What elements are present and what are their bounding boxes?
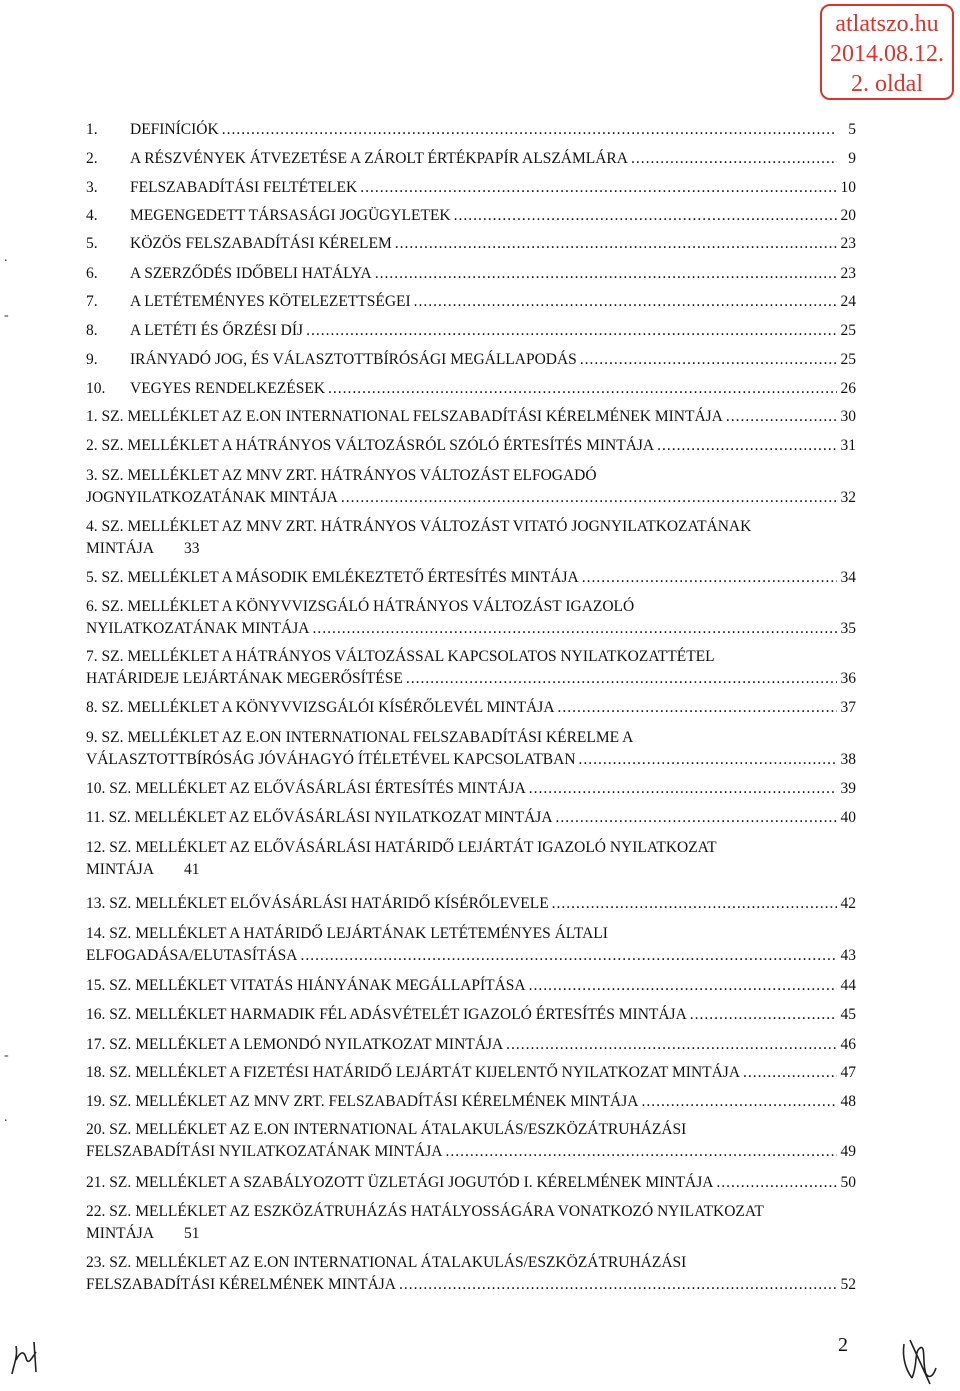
toc-entry-title: HATÁRIDEJE LEJÁRTÁNAK MEGERŐSÍTÉSE [86,670,403,687]
toc-entry-title: MELLÉKLET A HATÁRIDŐ LEJÁRTÁNAK LETÉTEMÉNYES ÁLTALI [135,925,608,942]
toc-leader-dots [406,668,837,690]
toc-entry-number: 8. [86,322,98,339]
toc-entry-line [86,1172,856,1194]
toc-entry [86,697,856,719]
toc-entry-title: FELSZABADÍTÁSI NYILATKOZATÁNAK MINTÁJA [86,1143,443,1160]
toc-leader-dots [657,435,837,457]
toc-entry [86,378,856,400]
toc-entry-page: 47 [840,1064,856,1081]
toc-entry-title: MELLÉKLET AZ MNV ZRT. HÁTRÁNYOS VÁLTOZÁST ELFOGADÓ [127,467,597,484]
toc-entry [86,406,856,428]
toc-leader-dots [506,1034,837,1056]
toc-entry-page: 48 [840,1093,856,1110]
toc-entry-number: 11. SZ. [86,809,131,826]
toc-entry-page: 44 [840,977,856,994]
toc-entry [86,596,856,640]
toc-entry-number: 1. [86,121,98,138]
toc-leader-dots [312,618,837,640]
toc-entry-page: 43 [840,947,856,964]
toc-entry-title: NYILATKOZATÁNAK MINTÁJA [86,620,310,637]
toc-entry-page: 26 [840,380,856,397]
toc-entry [86,1201,856,1245]
toc-entry-title: MELLÉKLET A KÖNYVVIZSGÁLÓ HÁTRÁNYOS VÁLTOZÁST IGAZOLÓ [127,598,635,615]
toc-entry-page: 32 [840,489,856,506]
toc-entry-number: 4. SZ. [86,518,124,535]
margin-mark: - [4,1048,9,1063]
toc-entry [86,119,856,141]
toc-entry-line [86,1201,856,1223]
toc-entry-number: 9. [86,351,98,368]
stamp-site: atlatszo.hu [835,11,939,37]
toc-entry-number: 4. [86,207,98,224]
toc-leader-dots [454,205,837,227]
toc-entry [86,923,856,967]
toc-entry [86,1004,856,1026]
toc-entry-number: 3. SZ. [86,467,124,484]
toc-entry-number: 5. [86,235,98,252]
toc-entry-line [86,778,856,800]
toc-entry-title: FELSZABADÍTÁSI KÉRELMÉNEK MINTÁJA [86,1276,396,1293]
toc-entry-line [86,1004,856,1026]
toc-entry-line [86,1141,856,1163]
toc-entry-page: 34 [840,569,856,586]
toc-entry-number: 6. [86,265,98,282]
toc-entry-title: FELSZABADÍTÁSI FELTÉTELEK [130,179,358,196]
toc-entry-title: MINTÁJA [86,1225,155,1242]
toc-entry [86,320,856,342]
toc-leader-dots [399,1274,837,1296]
toc-entry [86,263,856,285]
watermark-stamp [820,4,954,100]
toc-entry-title: MELLÉKLET A HÁTRÁNYOS VÁLTOZÁSSAL KAPCSOLATOS NYILATKOZATTÉTEL [127,648,715,665]
margin-mark: - [4,308,9,323]
toc-entry-number: 16. SZ. [86,1006,132,1023]
toc-entry-page: 35 [840,620,856,637]
toc-entry-line [86,465,856,487]
toc-leader-dots [529,975,837,997]
toc-entry-line [86,646,856,668]
initials-signature-left [6,1336,46,1380]
toc-leader-dots [579,749,837,771]
toc-entry-title: KÖZÖS FELSZABADÍTÁSI KÉRELEM [130,235,392,252]
toc-entry-title: MELLÉKLET AZ E.ON INTERNATIONAL ÁTALAKULÁS/ESZKÖZÁTRUHÁZÁSI [135,1121,687,1138]
toc-entry-number: 2. [86,150,98,167]
toc-entry-line [86,749,856,771]
toc-entry [86,837,856,881]
toc-leader-dots [556,807,837,829]
margin-mark: . [4,250,8,265]
toc-entry-page: 50 [840,1174,856,1191]
toc-entry [86,349,856,371]
toc-entry-number: 23. SZ. [86,1254,132,1271]
toc-entry-line [86,945,856,967]
toc-entry-title: IRÁNYADÓ JOG, ÉS VÁLASZTOTTBÍRÓSÁGI MEGÁLLAPODÁS [130,351,577,368]
toc-entry-number: 17. SZ. [86,1036,132,1053]
toc-entry-page: 24 [840,293,856,310]
toc-leader-dots [360,177,837,199]
toc-entry-page: 10 [840,179,856,196]
toc-entry-number: 10. SZ. [86,780,132,797]
toc-entry-page: 25 [840,351,856,368]
toc-entry-number: 14. SZ. [86,925,132,942]
toc-entry-title: MELLÉKLET AZ MNV ZRT. FELSZABADÍTÁSI KÉRELMÉNEK MINTÁJA [135,1093,639,1110]
toc-leader-dots [328,378,837,400]
toc-entry-line [86,923,856,945]
toc-entry [86,778,856,800]
toc-entry-line [86,349,856,371]
toc-entry-line [86,263,856,285]
toc-entry-page: 45 [840,1006,856,1023]
toc-entry-page: 23 [840,265,856,282]
toc-entry-line [86,205,856,227]
toc-entry-page: 38 [840,751,856,768]
toc-entry-title: MELLÉKLET AZ ELŐVÁSÁRLÁSI NYILATKOZAT MINTÁJA [134,809,553,826]
toc-entry-line [86,1274,856,1296]
toc-entry-number: 18. SZ. [86,1064,132,1081]
stamp-page: 2. oldal [851,71,923,97]
toc-entry-line [86,148,856,170]
toc-entry-number: 1. SZ. [86,408,124,425]
toc-entry [86,1091,856,1113]
toc-entry-title: MELLÉKLET A LEMONDÓ NYILATKOZAT MINTÁJA [135,1036,504,1053]
toc-entry-title: MELLÉKLET VITATÁS HIÁNYÁNAK MEGÁLLAPÍTÁSA [135,977,526,994]
toc-entry-page: 23 [840,235,856,252]
toc-entry-number: 5. SZ. [86,569,124,586]
toc-entry-page: 33 [184,540,200,557]
toc-entry-title: MELLÉKLET AZ ESZKÖZÁTRUHÁZÁS HATÁLYOSSÁGÁRA VONATKOZÓ NYILATKOZAT [135,1203,764,1220]
stamp-date: 2014.08.12. [830,41,944,67]
toc-entry-title: MELLÉKLET A SZABÁLYOZOTT ÜZLETÁGI JOGUTÓD I. KÉRELMÉNEK MINTÁJA [135,1174,714,1191]
toc-entry-title: VEGYES RENDELKEZÉSEK [130,380,326,397]
toc-entry [86,177,856,199]
toc-entry-page: 30 [840,408,856,425]
toc-entry-line [86,1252,856,1274]
toc-entry [86,975,856,997]
toc-entry [86,1252,856,1296]
toc-entry [86,646,856,690]
toc-leader-dots [445,1141,837,1163]
toc-entry-line [86,538,856,560]
toc-entry-line [86,668,856,690]
initials-signature-right [896,1334,940,1388]
toc-entry-title: MELLÉKLET A KÖNYVVIZSGÁLÓI KÍSÉRŐLEVÉL MINTÁJA [127,699,555,716]
toc-leader-dots [690,1004,837,1026]
toc-leader-dots [341,487,837,509]
toc-entry-number: 3. [86,179,98,196]
toc-entry-line [86,596,856,618]
toc-entry-title: MELLÉKLET AZ ELŐVÁSÁRLÁSI HATÁRIDŐ LEJÁRTÁT IGAZOLÓ NYILATKOZAT [135,839,717,856]
toc-entry-page: 49 [840,1143,856,1160]
toc-entry-line [86,435,856,457]
toc-entry-line [86,1223,856,1245]
toc-entry [86,233,856,255]
toc-entry-page: 52 [840,1276,856,1293]
toc-entry-line [86,1091,856,1113]
toc-entry-title: A SZERZŐDÉS IDŐBELI HATÁLYA [130,265,372,282]
toc-entry-page: 25 [840,322,856,339]
toc-leader-dots [743,1062,837,1084]
toc-entry-line [86,119,856,141]
toc-leader-dots [529,778,837,800]
toc-entry-line [86,893,856,915]
toc-leader-dots [631,148,837,170]
toc-entry-line [86,1034,856,1056]
toc-entry [86,1062,856,1084]
toc-entry-title: MELLÉKLET AZ E.ON INTERNATIONAL FELSZABADÍTÁSI KÉRELMÉNEK MINTÁJA [127,408,723,425]
toc-entry-page: 51 [184,1225,200,1242]
toc-entry [86,807,856,829]
toc-entry-page: 42 [840,895,856,912]
toc-leader-dots [726,406,837,428]
toc-entry-line [86,697,856,719]
toc-entry-line [86,807,856,829]
toc-entry-title: A LETÉTEMÉNYES KÖTELEZETTSÉGEI [130,293,411,310]
toc-entry-title: MELLÉKLET A HÁTRÁNYOS VÁLTOZÁSRÓL SZÓLÓ ÉRTESÍTÉS MINTÁJA [127,437,655,454]
toc-entry-number: 21. SZ. [86,1174,132,1191]
toc-entry [86,1119,856,1163]
toc-leader-dots [552,893,837,915]
toc-entry-page: 36 [840,670,856,687]
toc-entry [86,567,856,589]
toc-entry-title: MELLÉKLET ELŐVÁSÁRLÁSI HATÁRIDŐ KÍSÉRŐLEVELE [135,895,549,912]
toc-entry-number: 7. [86,293,98,310]
toc-entry-page: 41 [184,861,200,878]
toc-entry-line [86,618,856,640]
toc-leader-dots [582,567,837,589]
toc-entry-line [86,1119,856,1141]
toc-leader-dots [558,697,837,719]
toc-entry-page: 5 [848,121,856,138]
toc-entry [86,893,856,915]
toc-entry-line [86,291,856,313]
toc-entry-title: JOGNYILATKOZATÁNAK MINTÁJA [86,489,338,506]
toc-leader-dots [580,349,837,371]
toc-entry-title: MEGENGEDETT TÁRSASÁGI JOGÜGYLETEK [130,207,451,224]
toc-entry-line [86,975,856,997]
toc-entry-number: 8. SZ. [86,699,124,716]
toc-entry-title: ELFOGADÁSA/ELUTASÍTÁSA [86,947,298,964]
toc-entry-page: 39 [840,780,856,797]
toc-entry-number: 9. SZ. [86,729,124,746]
toc-entry-page: 20 [840,207,856,224]
toc-entry-page: 31 [840,437,856,454]
toc-leader-dots [716,1172,837,1194]
toc-entry-line [86,1062,856,1084]
toc-entry-number: 20. SZ. [86,1121,132,1138]
page-number: 2 [838,1334,848,1356]
toc-entry [86,148,856,170]
toc-entry-line [86,487,856,509]
toc-entry-number: 19. SZ. [86,1093,132,1110]
toc-leader-dots [375,263,837,285]
toc-entry-number: 10. [86,380,106,397]
toc-leader-dots [414,291,837,313]
toc-entry-title: MELLÉKLET AZ ELŐVÁSÁRLÁSI ÉRTESÍTÉS MINTÁJA [135,780,526,797]
toc-entry-page: 9 [848,150,856,167]
toc-entry [86,1172,856,1194]
toc-entry [86,516,856,560]
toc-entry-line [86,516,856,538]
toc-entry-title: A RÉSZVÉNYEK ÁTVEZETÉSE A ZÁROLT ÉRTÉKPAPÍR ALSZÁMLÁRA [130,150,628,167]
toc-entry-number: 12. SZ. [86,839,132,856]
toc-entry [86,435,856,457]
toc-leader-dots [641,1091,837,1113]
toc-leader-dots [300,945,837,967]
toc-entry-number: 2. SZ. [86,437,124,454]
toc-entry-line [86,406,856,428]
margin-mark: . [4,1110,8,1125]
toc-entry-line [86,859,856,881]
toc-entry-number: 7. SZ. [86,648,124,665]
toc-entry-title: VÁLASZTOTTBÍRÓSÁG JÓVÁHAGYÓ ÍTÉLETÉVEL KAPCSOLATBAN [86,751,576,768]
toc-leader-dots [306,320,837,342]
toc-entry-title: MINTÁJA [86,861,155,878]
toc-entry [86,205,856,227]
toc-entry-title: MINTÁJA [86,540,155,557]
toc-entry-title: MELLÉKLET A FIZETÉSI HATÁRIDŐ LEJÁRTÁT KIJELENTŐ NYILATKOZAT MINTÁJA [135,1064,741,1081]
toc-entry [86,1034,856,1056]
toc-entry-title: MELLÉKLET A MÁSODIK EMLÉKEZTETŐ ÉRTESÍTÉS MINTÁJA [127,569,579,586]
toc-entry-line [86,320,856,342]
toc-entry-page: 37 [840,699,856,716]
toc-entry-line [86,378,856,400]
toc-entry [86,727,856,771]
toc-entry-number: 22. SZ. [86,1203,132,1220]
toc-entry-page: 40 [840,809,856,826]
toc-leader-dots [222,119,837,141]
toc-entry-title: MELLÉKLET AZ E.ON INTERNATIONAL FELSZABADÍTÁSI KÉRELME A [127,729,634,746]
toc-entry-title: A LETÉTI ÉS ŐRZÉSI DÍJ [130,322,304,339]
toc-entry-title: MELLÉKLET HARMADIK FÉL ADÁSVÉTELÉT IGAZOLÓ ÉRTESÍTÉS MINTÁJA [135,1006,687,1023]
toc-entry-line [86,233,856,255]
toc-entry-page: 46 [840,1036,856,1053]
toc-entry [86,291,856,313]
toc-entry-number: 13. SZ. [86,895,132,912]
toc-entry-line [86,177,856,199]
toc-entry-title: MELLÉKLET AZ E.ON INTERNATIONAL ÁTALAKULÁS/ESZKÖZÁTRUHÁZÁSI [135,1254,687,1271]
toc-entry-title: DEFINÍCIÓK [130,121,219,138]
toc-entry [86,465,856,509]
toc-entry-line [86,727,856,749]
toc-entry-number: 15. SZ. [86,977,132,994]
toc-entry-line [86,567,856,589]
toc-entry-number: 6. SZ. [86,598,124,615]
toc-entry-line [86,837,856,859]
toc-entry-title: MELLÉKLET AZ MNV ZRT. HÁTRÁNYOS VÁLTOZÁST VITATÓ JOGNYILATKOZATÁNAK [127,518,752,535]
toc-leader-dots [395,233,837,255]
